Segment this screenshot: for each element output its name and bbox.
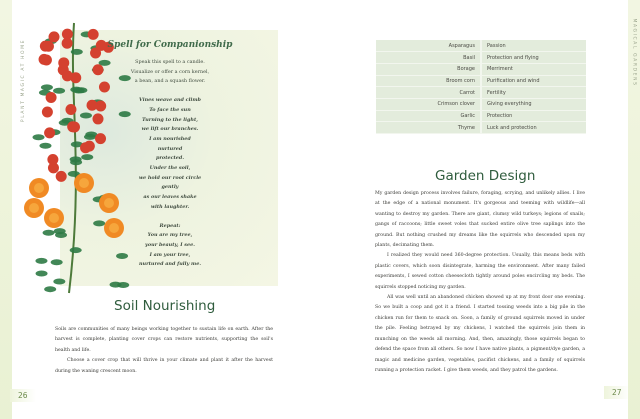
soil-paragraph: Soils are communities of many beings working together to sustain life on earth. After the harvest is complete, planting cover crops can restore nutrients, supporting the soil's health and life. — [55, 327, 273, 353]
leaf — [36, 270, 48, 276]
meaning-cell: Protection — [481, 110, 586, 122]
meaning-cell: Protection and flying — [481, 52, 586, 64]
page-number-right: 27 — [604, 386, 630, 399]
tomato — [44, 127, 55, 138]
tomato — [58, 57, 69, 68]
soil-heading: Soil Nourishing — [114, 298, 216, 314]
table-row — [376, 98, 586, 110]
tomato — [42, 107, 53, 118]
plant-cell: Basil — [376, 52, 481, 64]
tomato — [69, 121, 80, 132]
spell-line: Speak this spell to a candle. — [135, 59, 205, 65]
garden-paragraph: All was well until an abandoned chicken showed up at my front door one evening. So we built a coop and got it a friend. I started tossing weeds into a big pile in the chicken run for them to snack on. Soon, a family of ground squirrels moved in under the pile. Feeling betrayed by my chickens, I watched the squirrels join them in munching on the weeds all morning. And, then, amazingly, those squirrels began to defend the space from all others. So now I have native plants, a pigment/dye garden, a magic and medicine garden, vegetables, pacifist chickens, and a family of squirrels running a protection racket. I give them weeds, and they patrol the gardens. — [375, 295, 585, 373]
leaf — [71, 49, 83, 55]
table-row — [376, 87, 586, 99]
spell-line: a bean, and a squash flower. — [134, 78, 206, 85]
soil-paragraph: Choose a cover crop that will thrive in your climate and plant it after the harvest during the waning crescent moon. — [55, 358, 273, 374]
spell-text — [95, 38, 245, 270]
spell-line: I am your tree, — [149, 251, 191, 258]
spell-line: To face the sun — [149, 106, 191, 113]
tomato — [47, 154, 58, 165]
leaf — [51, 259, 63, 265]
tomato — [56, 171, 67, 182]
spell-line: we hold our root circle — [138, 174, 202, 181]
running-head-left: PLANT MAGIC AT HOME — [21, 38, 27, 123]
meaning-cell: Purification and wind — [481, 75, 586, 87]
page-number-left: 26 — [10, 389, 36, 402]
meaning-cell: Merriment — [481, 63, 586, 75]
leaf — [53, 88, 65, 94]
marigold-center — [34, 183, 44, 193]
meaning-cell: Luck and protection — [481, 122, 586, 134]
table-row — [376, 122, 586, 134]
plant-cell: Thyme — [376, 122, 481, 134]
spell-line: Repeat: — [159, 222, 181, 229]
spell-line: Vines weave and climb — [139, 97, 201, 104]
table-row — [376, 75, 586, 87]
spell-line: Turning to the light, — [142, 116, 198, 123]
table-row — [376, 40, 586, 52]
leaf — [70, 247, 82, 253]
plant-cell: Broom corn — [376, 75, 481, 87]
spell-line: nurtured — [157, 145, 183, 152]
leaf — [41, 84, 53, 90]
plant-meanings-table — [376, 40, 586, 134]
leaf — [110, 282, 122, 288]
spell-line: with laughter. — [150, 203, 190, 210]
spell-intro — [95, 58, 245, 87]
left-edge-strip — [0, 0, 12, 419]
plant-cell: Crimson clover — [376, 98, 481, 110]
tomato — [62, 70, 73, 81]
tomato — [39, 54, 50, 65]
table-row — [376, 52, 586, 64]
tomato — [65, 104, 76, 115]
plant-cell: Carrot — [376, 87, 481, 99]
spell-line: protected. — [155, 155, 185, 162]
meaning-cell: Fertility — [481, 87, 586, 99]
leaf — [73, 88, 85, 94]
marigold-center — [79, 178, 89, 188]
spell-line: Under the soil, — [149, 165, 191, 172]
tomato — [49, 31, 60, 42]
tomato — [46, 92, 57, 103]
running-head-right: MAGICAL GARDENS — [631, 18, 637, 87]
plant-cell: Borage — [376, 63, 481, 75]
spell-line: your beauty, I see. — [145, 241, 195, 248]
spell-line: as our leaves shake — [143, 194, 197, 201]
table-row — [376, 110, 586, 122]
leaf — [43, 230, 55, 236]
plant-cell: Asparagus — [376, 40, 481, 52]
spell-line: I am nourished — [149, 135, 191, 142]
spell-poem — [95, 96, 245, 212]
garden-heading: Garden Design — [435, 168, 536, 184]
marigold-center — [29, 203, 39, 213]
garden-paragraph: I realized they would need 360-degree protection. Usually, this means beds with plastic covers, which soon disintegrate, harming the environment. After many failed experiments, I sewed cotton cheesecloth tightly around poles encircling my beds. The squirrels stopped noticing my garden. — [375, 253, 585, 290]
leaf — [70, 156, 82, 162]
garden-paragraph: My garden design process involves failure, foraging, scrying, and unlikely allies. I live at the edge of a national monument. It's gorgeous and teeming with wildlife—all wanting to destroy my garden. There are giant, clumsy wild turkeys; legions of snails; gangs of raccoons; little sweet voles that sucked entire olive tree saplings into the ground. But nothing crushed my dreams like the squirrels who descended upon my plants, decimating them. — [375, 191, 585, 249]
leaf — [54, 228, 66, 234]
spell-line: we lift our branches. — [141, 126, 199, 133]
leaf — [81, 154, 93, 160]
tomato — [62, 38, 73, 49]
spell-line: gently — [161, 184, 179, 191]
tomato — [80, 142, 91, 153]
leaf — [44, 286, 56, 292]
leaf — [35, 258, 47, 264]
leaf — [39, 143, 51, 149]
meaning-cell: Passion — [481, 40, 586, 52]
leaf — [53, 278, 65, 284]
spell-line: nurtured and fully me. — [138, 261, 202, 268]
leaf — [80, 113, 92, 119]
plant-cell: Garlic — [376, 110, 481, 122]
table-row — [376, 63, 586, 75]
spell-line: You are my tree, — [147, 232, 193, 239]
spell-title: Spell for Companionship — [107, 40, 233, 50]
marigold-center — [49, 213, 59, 223]
leaf — [33, 134, 45, 140]
meaning-cell: Giving everything — [481, 98, 586, 110]
tomato — [43, 41, 54, 52]
spell-repeat — [95, 222, 245, 271]
spell-line: Visualize or offer a corn kernel, — [130, 68, 210, 75]
